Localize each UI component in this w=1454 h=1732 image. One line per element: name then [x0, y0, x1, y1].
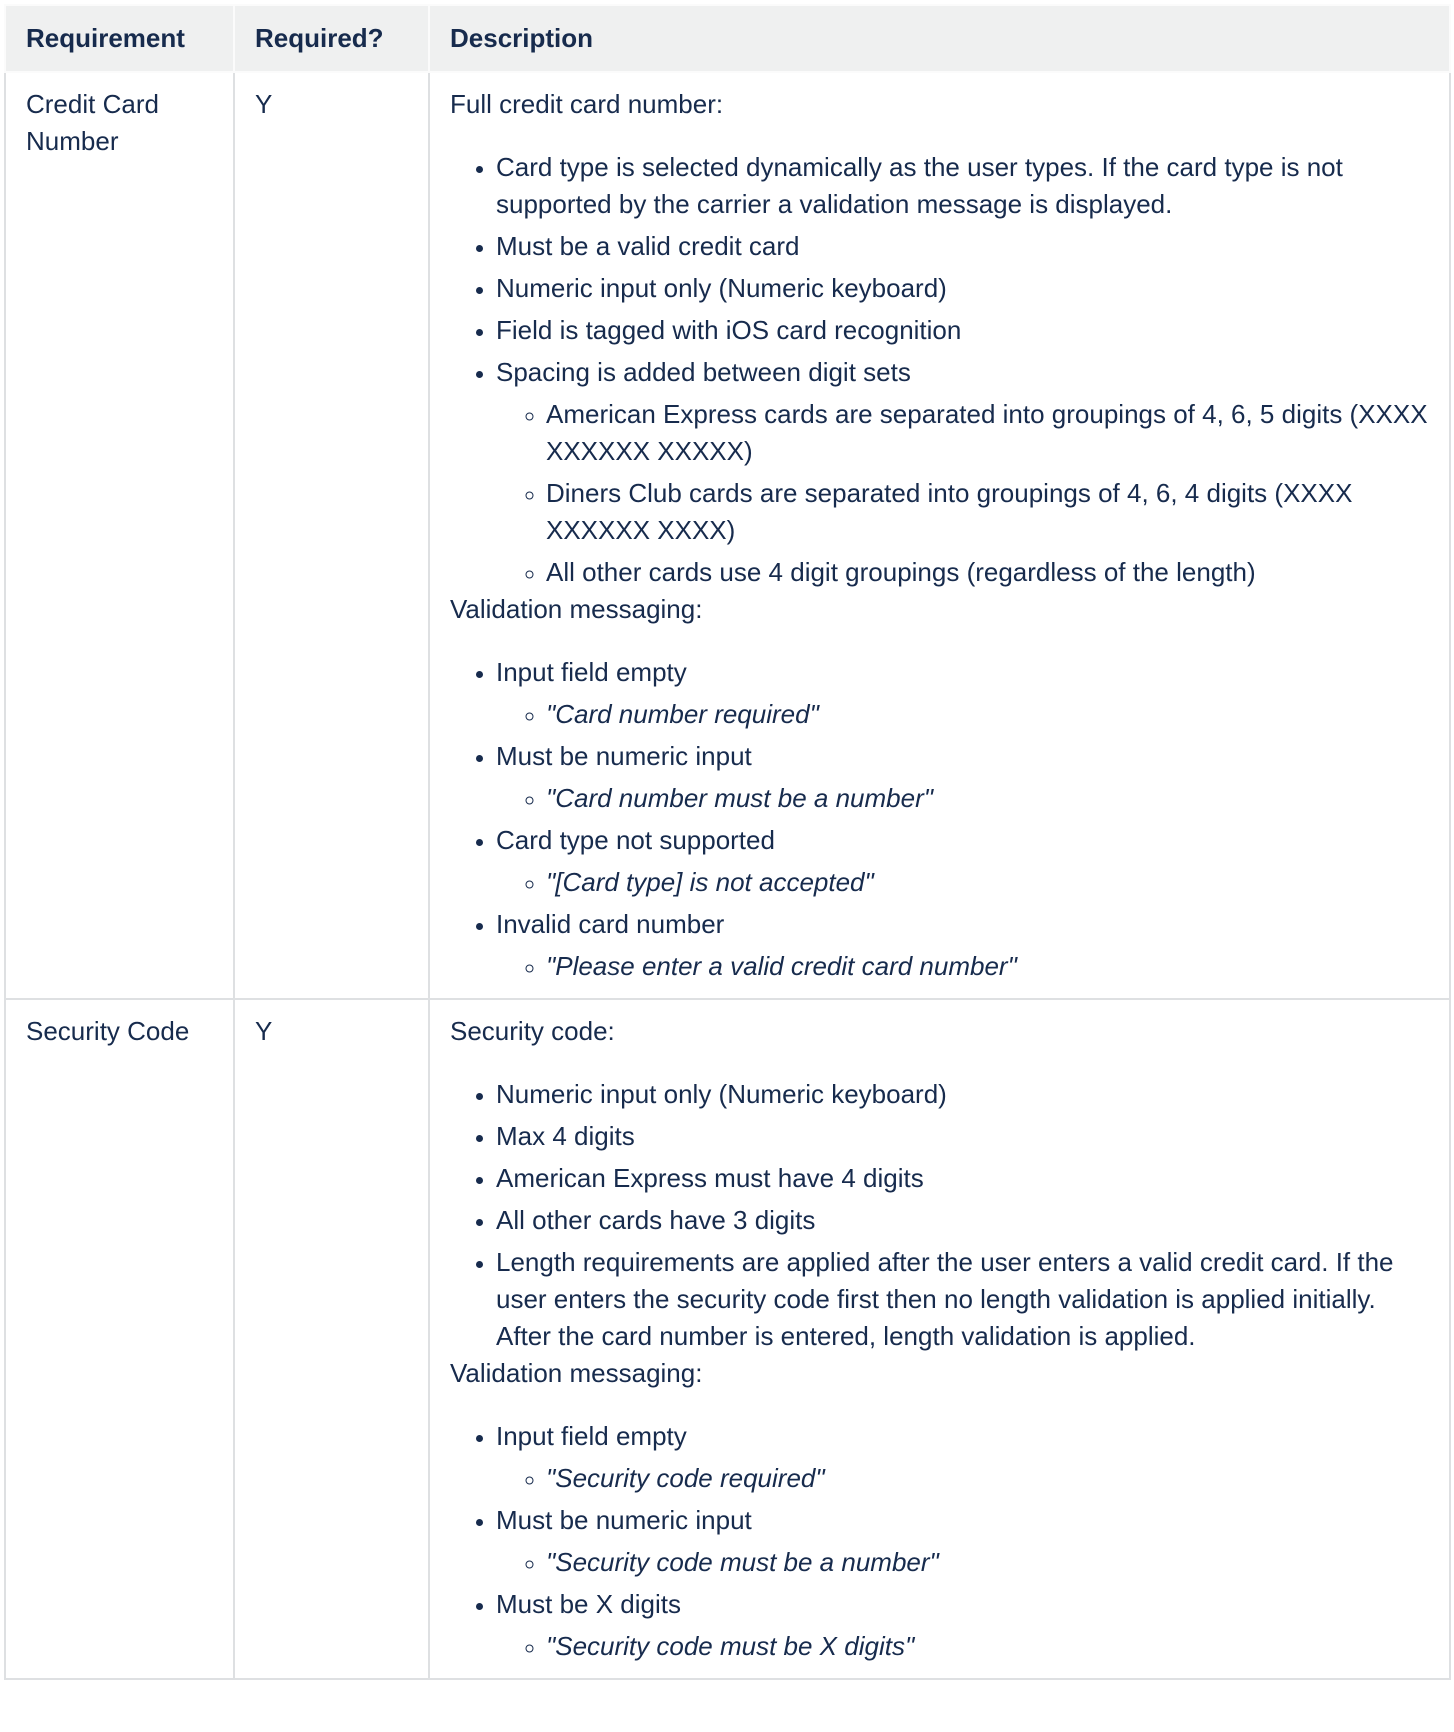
requirements-table — [4, 4, 1451, 1680]
validation-case-text: Must be numeric input — [496, 741, 752, 771]
validation-message: ◦ "[Card type] is not accepted" — [546, 864, 1429, 901]
validation-case-text: Must be numeric input — [496, 1505, 752, 1535]
validation-message: ◦ "Please enter a valid credit card number" — [546, 948, 1429, 985]
bullet-item: • Length requirements are applied after the user enters a valid credit card. If the user enters the security code first then no length validation is applied initially. After the card number is entered, length validation is applied. — [496, 1244, 1429, 1355]
validation-case-text: Invalid card number — [496, 909, 725, 939]
description-intro: Security code: — [450, 1016, 615, 1046]
validation-case — [496, 822, 1429, 901]
column-header-requirement: Requirement — [5, 5, 234, 72]
validation-case — [496, 1418, 1429, 1497]
nested-bullet-item: ◦ American Express cards are separated into groupings of 4, 6, 5 digits (XXXX XXXXXX XXXXX) — [546, 396, 1429, 470]
validation-case — [496, 1502, 1429, 1581]
requirement-cell — [5, 999, 234, 1679]
validation-message: ◦ "Security code required" — [546, 1460, 1429, 1497]
validation-message-list — [496, 1460, 1429, 1497]
description-intro: Full credit card number: — [450, 89, 724, 119]
table-row-credit-card-number — [5, 72, 1450, 999]
description-cell — [429, 999, 1450, 1679]
nested-bullet-item: ◦ All other cards use 4 digit groupings (regardless of the length) — [546, 554, 1429, 591]
validation-message: ◦ "Security code must be a number" — [546, 1544, 1429, 1581]
table-row-security-code — [5, 999, 1450, 1679]
validation-case-text: Input field empty — [496, 1421, 687, 1451]
requirement-label: Security Code — [26, 1016, 190, 1046]
validation-message-list — [496, 780, 1429, 817]
requirement-cell — [5, 72, 234, 999]
validation-list — [450, 654, 1429, 985]
bullet-text: Spacing is added between digit sets — [496, 357, 911, 387]
validation-case — [496, 738, 1429, 817]
bullet-item — [496, 354, 1429, 591]
bullet-list — [450, 149, 1429, 591]
validation-message-list — [496, 864, 1429, 901]
validation-case-text: Input field empty — [496, 657, 687, 687]
nested-bullet-item: ◦ Diners Club cards are separated into groupings of 4, 6, 4 digits (XXXX XXXXXX XXXX) — [546, 475, 1429, 549]
column-header-required: Required? — [234, 5, 429, 72]
validation-message-list — [496, 1628, 1429, 1665]
requirement-label: Credit Card Number — [26, 89, 159, 156]
required-cell — [234, 999, 429, 1679]
bullet-list — [450, 1076, 1429, 1355]
validation-case — [496, 654, 1429, 733]
validation-message: ◦ "Security code must be X digits" — [546, 1628, 1429, 1665]
bullet-item: • Max 4 digits — [496, 1118, 1429, 1155]
validation-case — [496, 906, 1429, 985]
validation-message-list — [496, 696, 1429, 733]
validation-heading: Validation messaging: — [450, 1358, 703, 1388]
bullet-item: • Field is tagged with iOS card recognition — [496, 312, 1429, 349]
bullet-item: • Must be a valid credit card — [496, 228, 1429, 265]
column-header-description: Description — [429, 5, 1450, 72]
validation-heading: Validation messaging: — [450, 594, 703, 624]
required-cell — [234, 72, 429, 999]
bullet-item: • Numeric input only (Numeric keyboard) — [496, 270, 1429, 307]
validation-message-list — [496, 1544, 1429, 1581]
validation-list — [450, 1418, 1429, 1665]
validation-message: ◦ "Card number required" — [546, 696, 1429, 733]
bullet-item: • American Express must have 4 digits — [496, 1160, 1429, 1197]
description-cell — [429, 72, 1450, 999]
header-row — [5, 5, 1450, 72]
validation-case-text: Card type not supported — [496, 825, 775, 855]
required-value: Y — [255, 89, 273, 119]
nested-bullet-list — [496, 396, 1429, 591]
required-value: Y — [255, 1016, 273, 1046]
validation-case — [496, 1586, 1429, 1665]
bullet-item: • All other cards have 3 digits — [496, 1202, 1429, 1239]
validation-message: ◦ "Card number must be a number" — [546, 780, 1429, 817]
validation-message-list — [496, 948, 1429, 985]
validation-case-text: Must be X digits — [496, 1589, 681, 1619]
bullet-item: • Card type is selected dynamically as the user types. If the card type is not supported by the carrier a validation message is displayed. — [496, 149, 1429, 223]
bullet-item: • Numeric input only (Numeric keyboard) — [496, 1076, 1429, 1113]
